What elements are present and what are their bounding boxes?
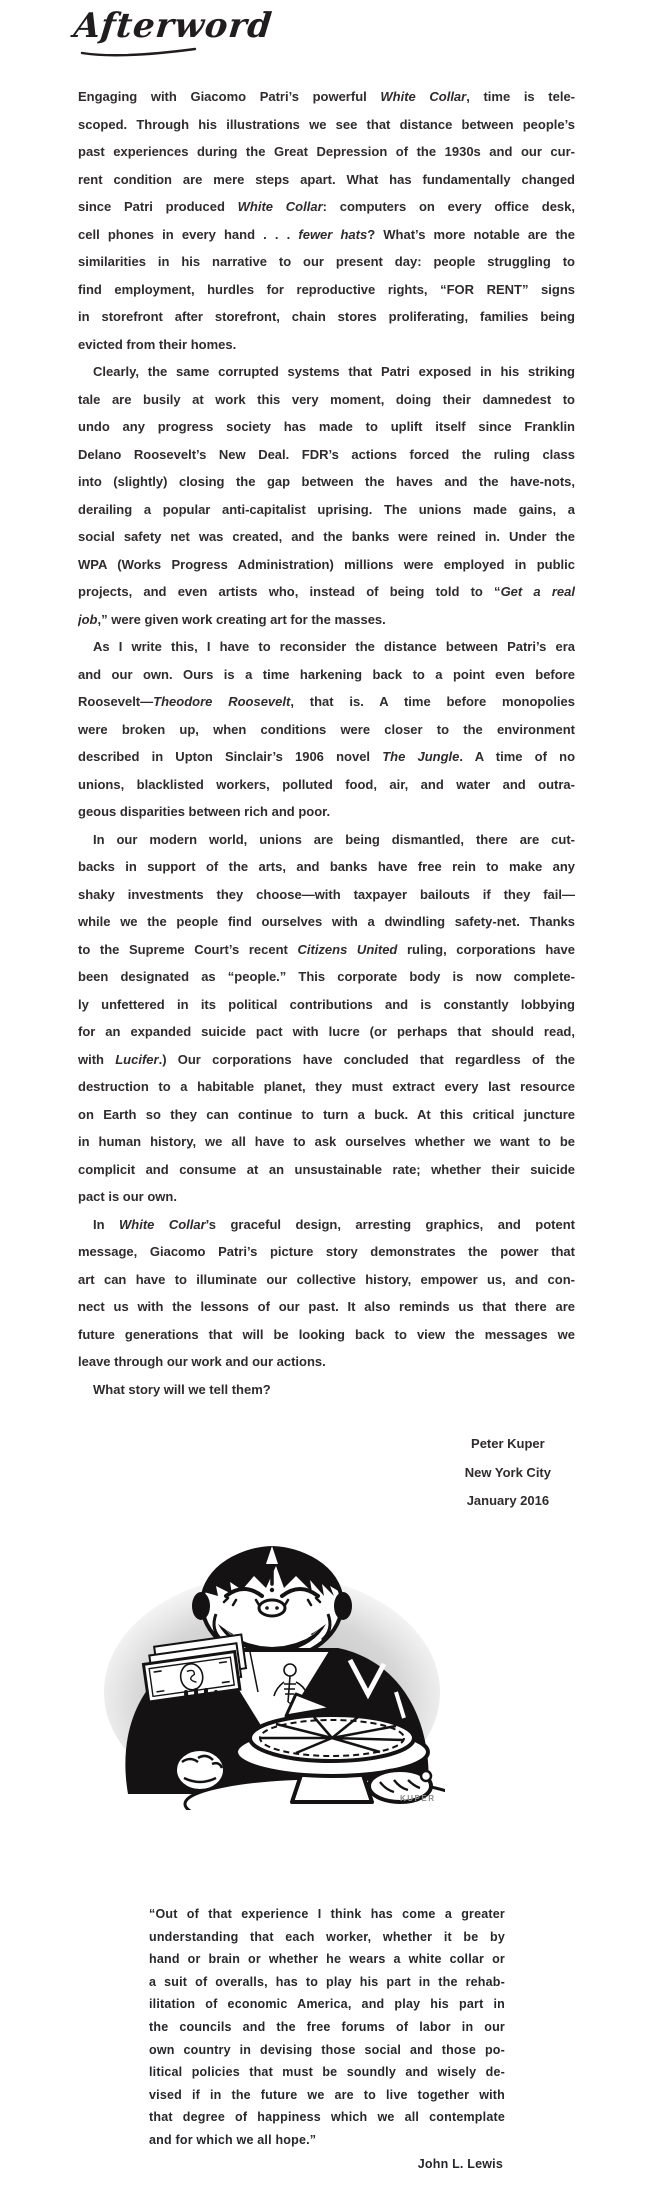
text-line: nect us with the lessons of our past. It also reminds us that there are xyxy=(78,1299,575,1314)
text-line: pact is our own. xyxy=(78,1189,177,1204)
text-line: past experiences during the Great Depression of the 1930s and our cur- xyxy=(78,144,575,159)
text-line: been designated as “people.” This corporate body is now complete- xyxy=(78,969,575,984)
text-line: for an expanded suicide pact with lucre (or perhaps that should read, xyxy=(78,1024,575,1039)
text-line: rent condition are mere steps apart. What has fundamentally changed xyxy=(78,171,575,187)
text-line: vised if in the future we are to live together with xyxy=(149,2087,505,2102)
text-line: were broken up, when conditions were closer to the environment xyxy=(78,721,575,737)
text-line: derailing a popular anti-capitalist uprising. The unions made gains, a xyxy=(78,501,575,517)
signature-date: January 2016 xyxy=(466,1493,550,1508)
text-line: projects, and even artists who, instead of being told to “Get a real xyxy=(78,584,575,599)
signature-author: Peter Kuper xyxy=(471,1436,545,1451)
text-line: similarities in his narrative to our present day: people struggling to xyxy=(78,254,575,269)
text-line: while we the people find ourselves with a dwindling safety-net. Thanks xyxy=(78,914,575,929)
text-line: that degree of happiness which we all contemplate xyxy=(149,2110,505,2125)
text-line: Delano Roosevelt’s New Deal. FDR’s actions forced the ruling class xyxy=(78,446,575,462)
text-line: own country in devising those social and those po- xyxy=(149,2042,505,2057)
fist xyxy=(175,1749,225,1791)
text-line: into (slightly) closing the gap between the haves and the have-nots, xyxy=(78,474,575,489)
text-line: Clearly, the same corrupted systems that Patri exposed in his striking xyxy=(93,364,575,379)
quote-attribution: John L. Lewis xyxy=(417,2156,503,2171)
paragraph xyxy=(149,1903,505,2152)
text-line: backs in support of the arts, and banks have free rein to make any xyxy=(78,859,575,874)
afterword-body xyxy=(78,83,575,1403)
text-line: tale are busily at work this very moment, doing their damnedest to xyxy=(78,391,575,407)
text-line: with Lucifer.) Our corporations have concluded that regardless of the xyxy=(78,1051,575,1067)
text-line: in storefront after storefront, chain stores proliferating, families being xyxy=(78,309,575,324)
text-line: litical policies that must be soundly and wisely de- xyxy=(149,2065,505,2080)
text-line: cell phones in every hand . . . fewer hats? What’s more notable are the xyxy=(78,226,575,242)
text-line: hand or brain or whether he wears a white collar or xyxy=(149,1952,505,1967)
text-line: In our modern world, unions are being dismantled, there are cut- xyxy=(93,831,575,847)
text-line: shaky investments they choose—with taxpayer bailouts if they fail— xyxy=(78,886,575,902)
text-line: As I write this, I have to reconsider the distance between Patri’s era xyxy=(93,639,575,654)
text-line: geous disparities between rich and poor. xyxy=(78,804,331,819)
quote-body xyxy=(149,1903,505,2152)
paragraph xyxy=(78,1211,575,1376)
text-line: message, Giacomo Patri’s picture story demonstrates the power that xyxy=(78,1244,575,1259)
text-line: and for which we all hope.” xyxy=(149,2132,317,2147)
text-line: find employment, hurdles for reproductive rights, “FOR RENT” signs xyxy=(78,281,575,297)
text-line: art can have to illuminate our collective history, empower us, and con- xyxy=(78,1271,575,1287)
paragraph xyxy=(78,633,575,826)
text-line: In White Collar’s graceful design, arresting graphics, and potent xyxy=(93,1216,575,1232)
text-line: understanding that each worker, whether it be by xyxy=(149,1929,505,1944)
title-underline-flourish xyxy=(80,46,200,58)
text-line: WPA (Works Progress Administration) millions were employed in public xyxy=(78,556,575,572)
text-line: evicted from their homes. xyxy=(78,336,237,352)
text-line: complicit and consume at an unsustainable rate; whether their suicide xyxy=(78,1161,575,1177)
text-line: future generations that will be looking back to view the messages we xyxy=(78,1326,575,1342)
text-line: scoped. Through his illustrations we see that distance between people’s xyxy=(78,116,575,132)
text-line: in human history, we all have to ask ourselves whether we want to be xyxy=(78,1134,575,1149)
text-line: Roosevelt—Theodore Roosevelt, that is. A time before monopolies xyxy=(78,694,575,709)
text-line: ilitation of economic America, and play his part in xyxy=(149,1997,505,2012)
text-line: on Earth so they can continue to turn a buck. At this critical juncture xyxy=(78,1106,575,1122)
text-line: social safety net was created, and the banks were reined in. Under the xyxy=(78,529,575,544)
text-line: to the Supreme Court’s recent Citizens United ruling, corporations have xyxy=(78,941,575,957)
page-title: Afterword xyxy=(71,6,275,46)
paragraph xyxy=(78,1376,575,1404)
signature-city: New York City xyxy=(464,1464,551,1480)
text-line: the councils and the free forums of labor in our xyxy=(149,2019,505,2034)
capitalist-pie-illustration xyxy=(100,1542,445,1810)
text-line: since Patri produced White Collar: computers on every office desk, xyxy=(78,199,575,214)
paragraph xyxy=(78,826,575,1211)
text-line: unions, blacklisted workers, polluted food, air, and water and outra- xyxy=(78,776,575,792)
text-line: ly unfettered in its political contributions and is constantly lobbying xyxy=(78,996,575,1012)
text-line: destruction to a habitable planet, they must extract every last resource xyxy=(78,1079,575,1094)
text-line: a suit of overalls, has to play his part in the rehab- xyxy=(149,1974,505,1989)
text-line: and our own. Ours is a time harkening back to a point even before xyxy=(78,666,575,682)
artist-signature: KUPER xyxy=(400,1794,436,1803)
text-line: “Out of that experience I think has come a greater xyxy=(149,1907,505,1921)
text-line: What story will we tell them? xyxy=(93,1381,271,1397)
text-line: undo any progress society has made to uplift itself since Franklin xyxy=(78,419,575,434)
john-lewis-quote xyxy=(149,1903,505,2175)
signature-block xyxy=(0,1430,575,1516)
paragraph xyxy=(78,358,575,633)
text-line: job,” were given work creating art for the masses. xyxy=(78,611,386,627)
text-line: leave through our work and our actions. xyxy=(78,1354,326,1369)
paragraph xyxy=(78,83,575,358)
text-line: Engaging with Giacomo Patri’s powerful White Collar, time is tele- xyxy=(78,89,575,104)
text-line: described in Upton Sinclair’s 1906 novel The Jungle. A time of no xyxy=(78,749,575,764)
